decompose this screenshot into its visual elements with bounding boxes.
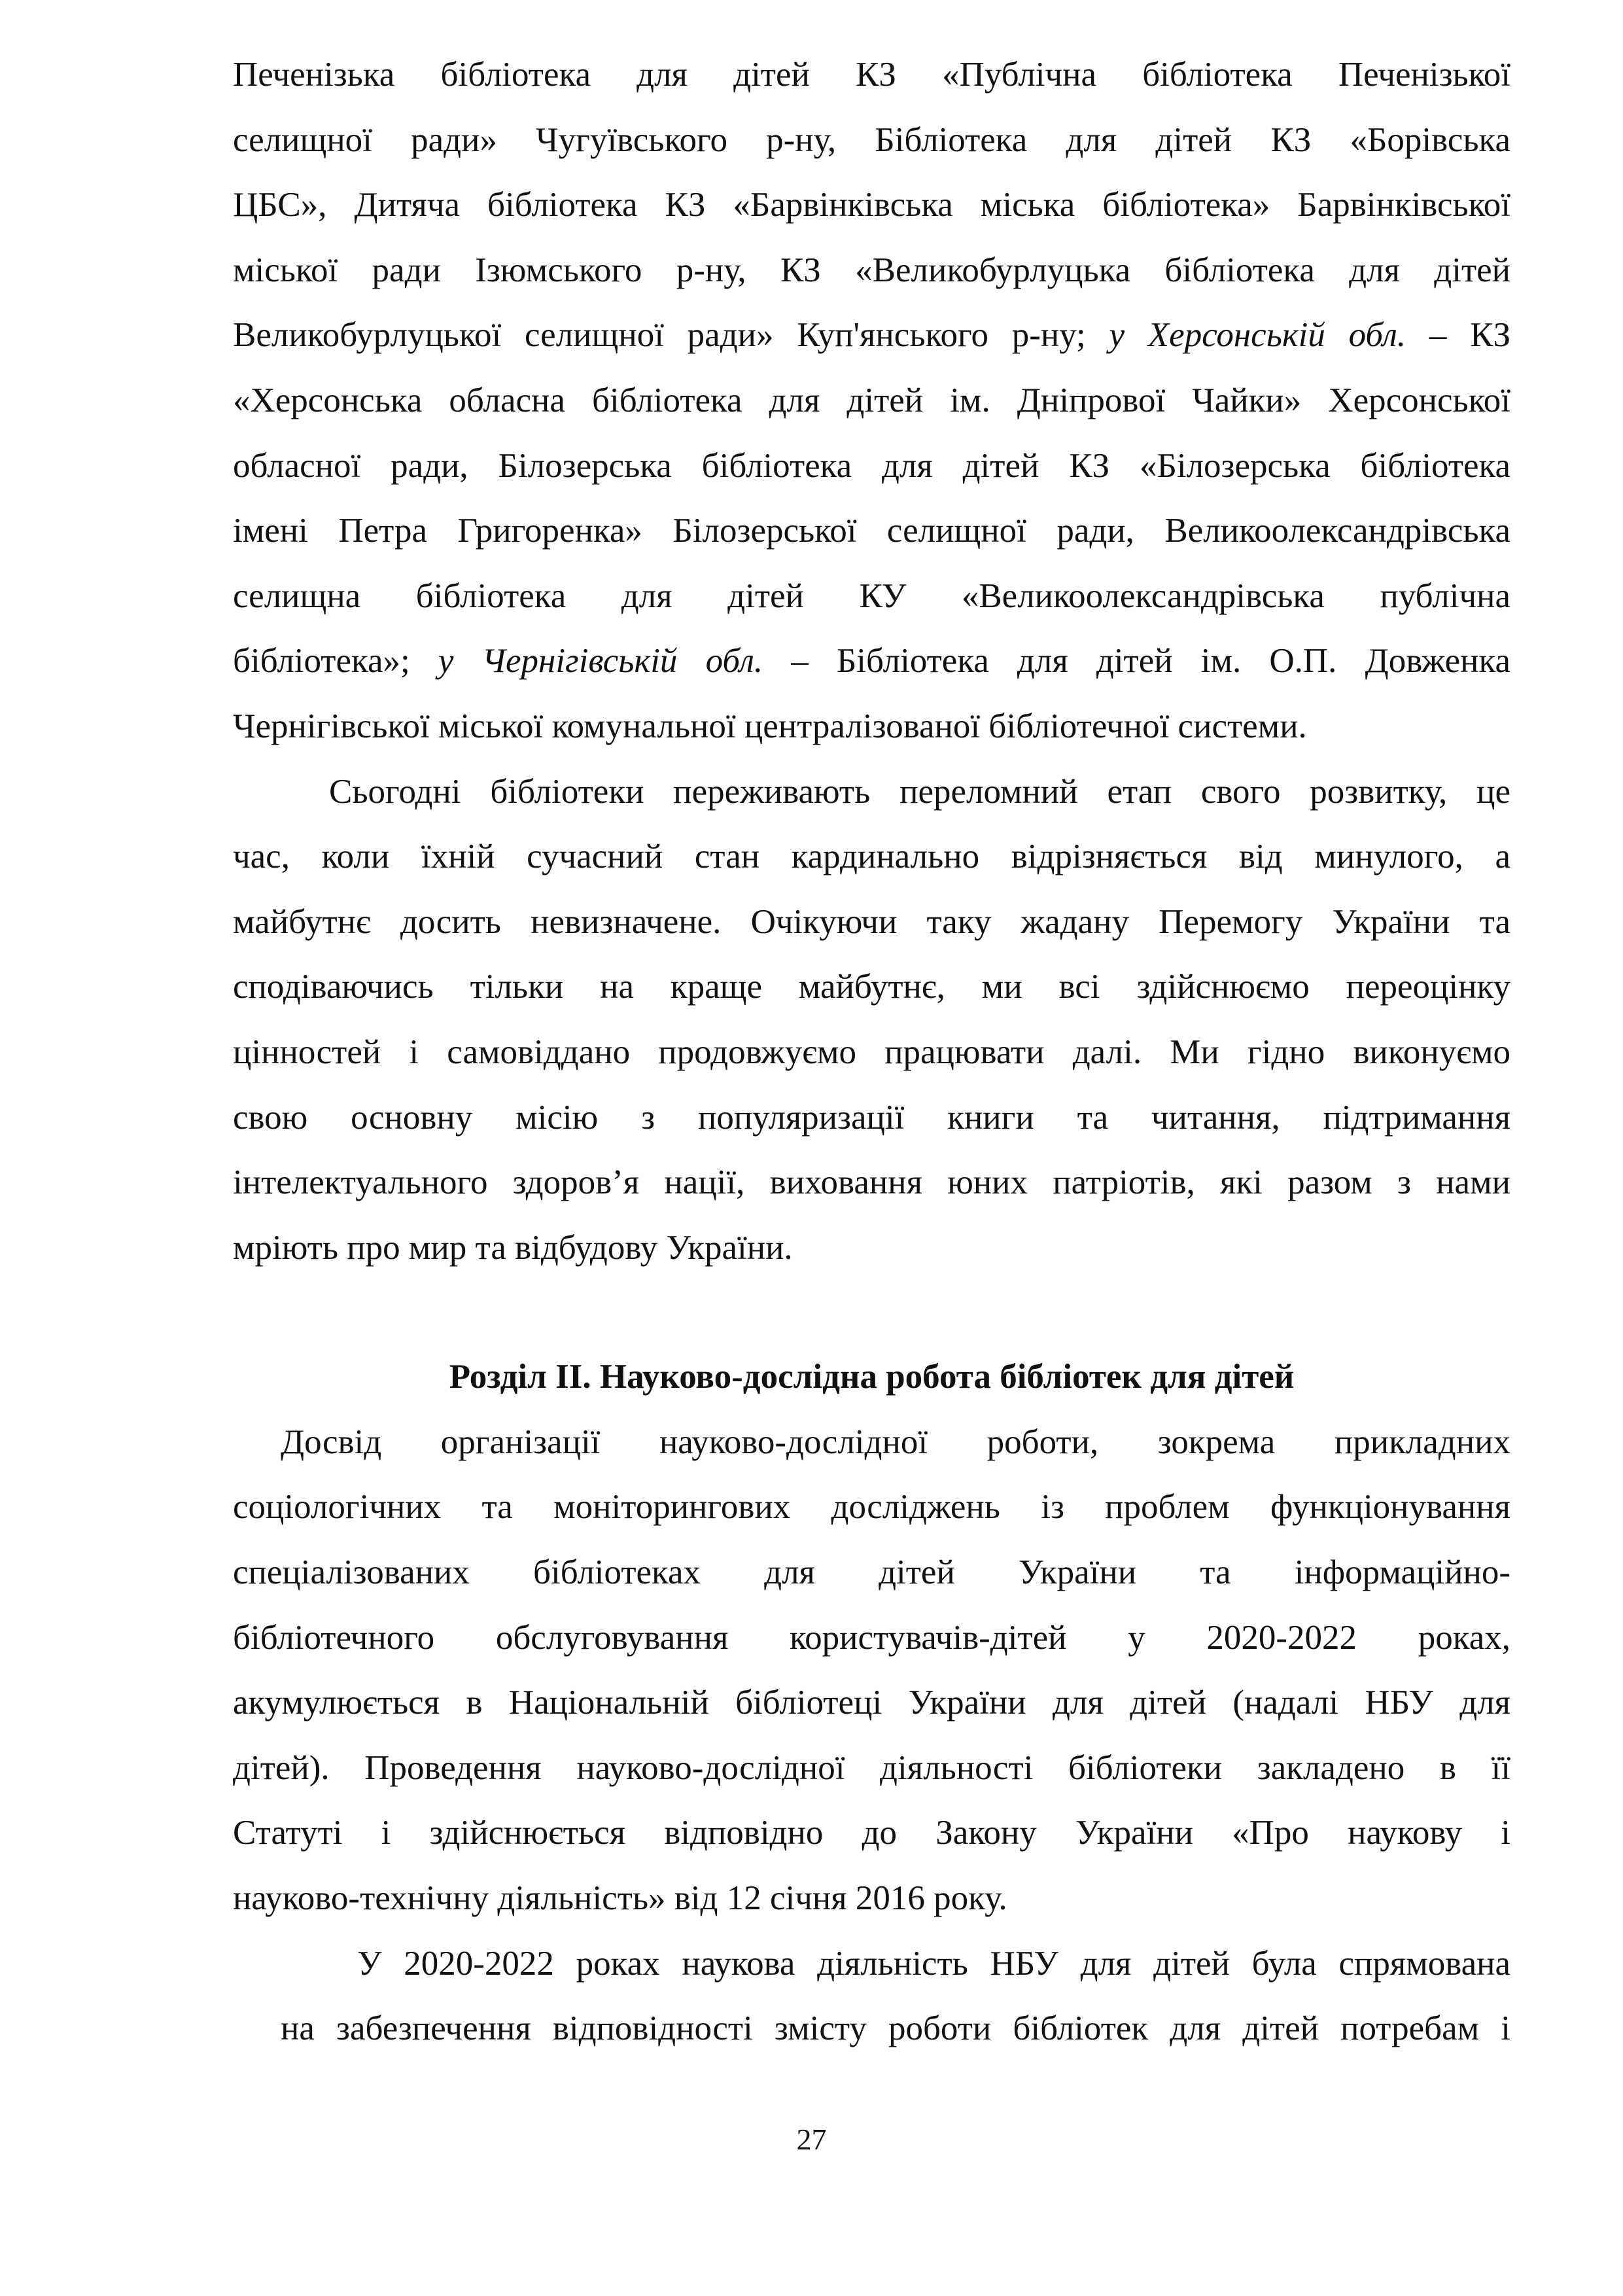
text-line: У 2020-2022 роках наукова діяльність НБУ для дітей була спрямована <box>357 1944 1510 1983</box>
text-run: – КЗ <box>1406 316 1510 355</box>
section-heading: Розділ ІІ. Науково-дослідна робота бібліотек для дітей <box>449 1358 1295 1396</box>
text-line: дітей). Проведення науково-дослідної діяльності бібліотеки закладено в її <box>233 1748 1510 1787</box>
text-line: Досвід організації науково-дослідної роботи, зокрема прикладних <box>281 1422 1510 1461</box>
section-spacer <box>233 1280 1510 1345</box>
text-line <box>233 303 1510 368</box>
text-line <box>233 368 1510 434</box>
text-line: цінностей і самовіддано продовжуємо працювати далі. Ми гідно виконуємо <box>233 1033 1510 1071</box>
paragraph-research-experience <box>233 1410 1510 1932</box>
paragraph-research-direction <box>233 1932 1510 2062</box>
text-line: майбутнє досить невизначене. Очікуючи таку жадану Перемогу України та <box>233 902 1510 941</box>
text-line <box>233 499 1510 564</box>
text-run: обласної ради, Білозерська бібліотека для дітей КЗ «Білозерська бібліотека <box>233 446 1510 485</box>
text-line <box>233 43 1510 108</box>
region-name-italic: у Херсонській обл. <box>1109 316 1406 355</box>
text-run: імені Петра Григоренка» Білозерської селищної ради, Великоолександрівська <box>233 512 1510 550</box>
text-line: сподіваючись тільки на краще майбутнє, ми всі здійснюємо переоцінку <box>233 968 1510 1006</box>
text-run: ЦБС», Дитяча бібліотека КЗ «Барвінківська міська бібліотека» Барвінківської <box>233 186 1510 224</box>
text-line: акумулюється в Національній бібліотеці України для дітей (надалі НБУ для <box>233 1684 1510 1722</box>
text-line: спеціалізованих бібліотеках для дітей України та інформаційно- <box>233 1553 1510 1592</box>
body-text <box>233 43 1510 2062</box>
text-line: мріють про мир та відбудову України. <box>233 1228 793 1267</box>
text-line: Сьогодні бібліотеки переживають переломний етап свого розвитку, це <box>329 772 1510 811</box>
text-line: науково-технічну діяльність» від 12 січня 2016 року. <box>233 1879 1007 1918</box>
text-run: бібліотека»; <box>233 642 438 680</box>
text-run: селищна бібліотека для дітей КУ «Великоолександрівська публічна <box>233 576 1510 615</box>
text-line: інтелектуального здоров’я нації, виховання юних патріотів, які разом з нами <box>233 1163 1510 1202</box>
text-run: Чернігівської міської комунальної централізованої бібліотечної системи. <box>233 707 1307 745</box>
text-line <box>233 173 1510 238</box>
text-line: бібліотечного обслуговування користувачів-дітей у 2020-2022 роках, <box>233 1618 1510 1657</box>
text-run: Печенізька бібліотека для дітей КЗ «Публічна бібліотека Печенізької <box>233 56 1510 94</box>
text-line <box>233 564 1510 629</box>
text-line <box>233 629 1510 694</box>
text-line <box>233 238 1510 304</box>
text-run: міської ради Ізюмського р-ну, КЗ «Великобурлуцька бібліотека для дітей <box>233 251 1510 289</box>
paragraph-library-list <box>233 43 1510 760</box>
page-number: 27 <box>796 2123 827 2156</box>
region-name-italic: у Чернігівській обл. <box>438 642 763 680</box>
text-line <box>233 694 1510 760</box>
text-run: селищної ради» Чугуївського р-ну, Бібліотека для дітей КЗ «Борівська <box>233 120 1510 159</box>
text-line <box>233 434 1510 499</box>
text-line: Статуті і здійснюється відповідно до Закону України «Про наукову і <box>233 1814 1510 1852</box>
text-run: «Херсонська обласна бібліотека для дітей ім. Дніпрової Чайки» Херсонської <box>233 381 1510 419</box>
text-line: свою основну місію з популяризації книги та читання, підтримання <box>233 1098 1510 1137</box>
text-run: – Бібліотека для дітей ім. О.П. Довженка <box>763 642 1510 680</box>
text-line: на забезпечення відповідності змісту роботи бібліотек для дітей потребам і <box>281 2009 1510 2048</box>
text-line: час, коли їхній сучасний стан кардинально відрізняється від минулого, а <box>233 838 1510 876</box>
text-line <box>233 108 1510 173</box>
paragraph-libraries-today <box>233 760 1510 1281</box>
text-run: Великобурлуцької селищної ради» Куп'янського р-ну; <box>233 316 1109 355</box>
text-line: соціологічних та моніторингових досліджень із проблем функціонування <box>233 1488 1510 1527</box>
